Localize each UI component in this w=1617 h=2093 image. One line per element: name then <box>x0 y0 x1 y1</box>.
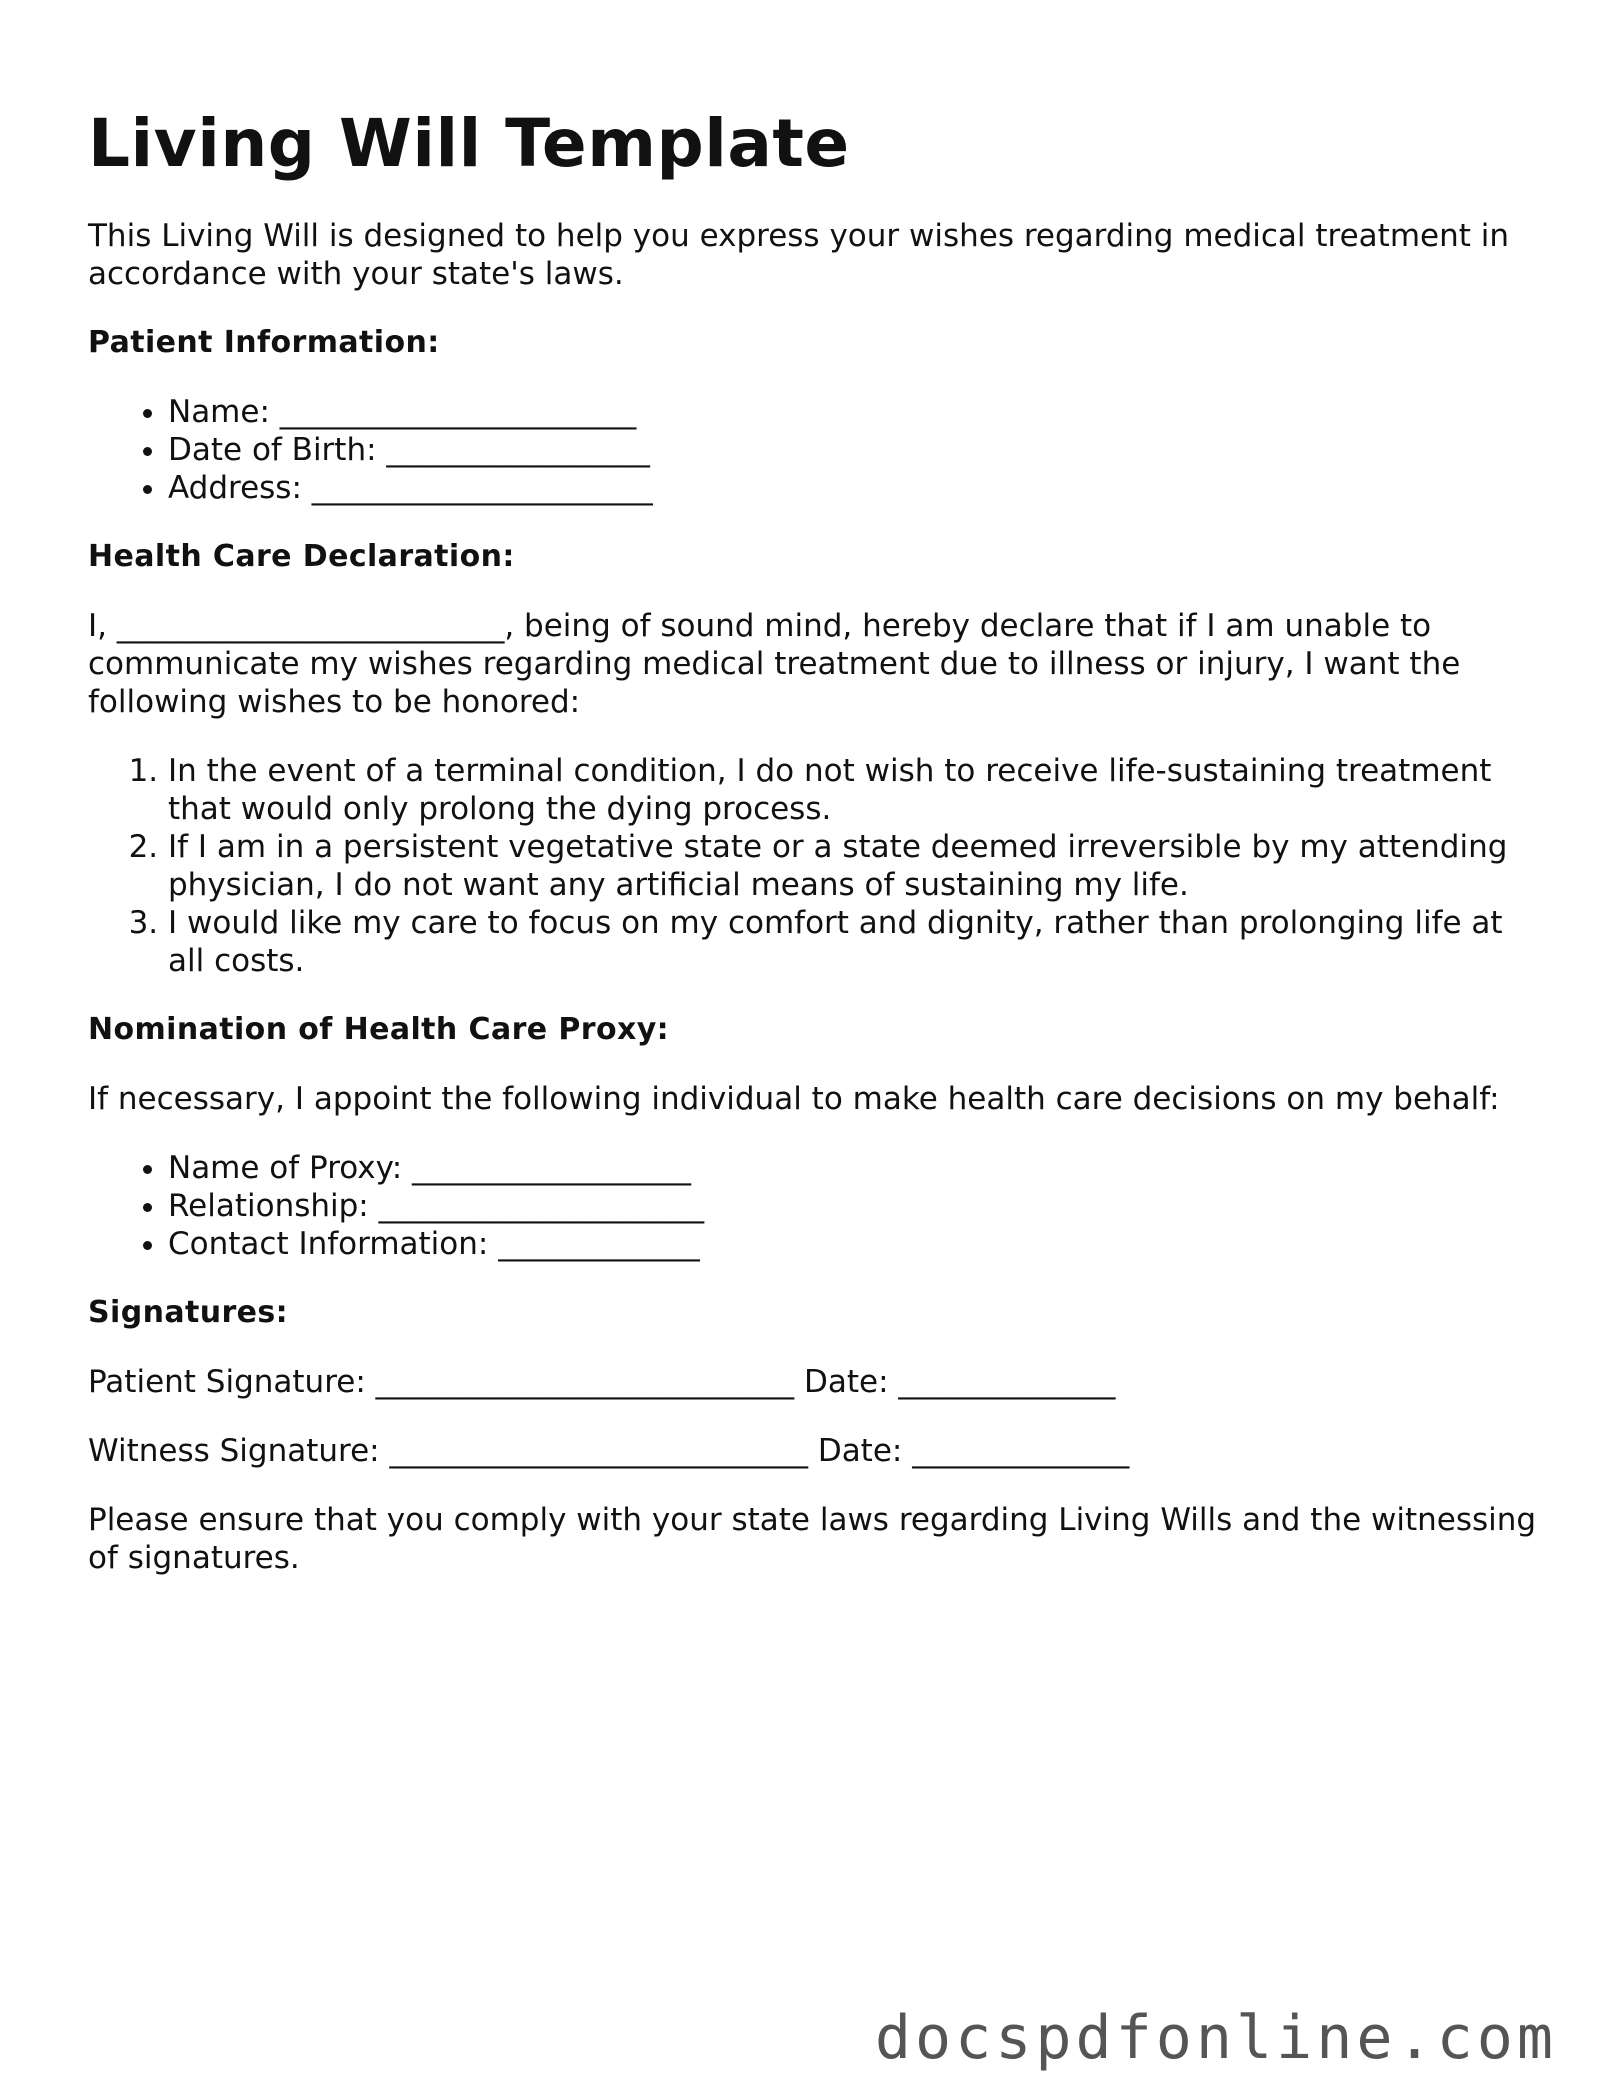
patient-dob-item: • Date of Birth: _________________ <box>168 431 1548 469</box>
declaration-paragraph: I, _________________________, being of sound mind, hereby declare that if I am unable to communicate my wishes regarding medical treatment due to illness or injury, I want the following wishes to be honored: <box>88 607 1461 720</box>
patient-name-item: • Name: _______________________ <box>168 393 1548 431</box>
proxy-heading: Nomination of Health Care Proxy: <box>88 1011 670 1047</box>
patient-signature-line: Patient Signature: ___________________________ Date: ______________ <box>88 1363 1116 1400</box>
signatures-heading: Signatures: <box>88 1294 289 1330</box>
intro-paragraph: This Living Will is designed to help you express your wishes regarding medical treatment in accordance with your state's laws. <box>88 217 1510 292</box>
document-title: Living Will Template <box>88 105 850 182</box>
declaration-heading: Health Care Declaration: <box>88 538 515 574</box>
proxy-contact-item: • Contact Information: _____________ <box>168 1225 1548 1263</box>
wish-item: 1. In the event of a terminal condition, I do not wish to receive life-sustaining treatment that would only prolong the dying process. <box>168 752 1548 828</box>
closing-paragraph: Please ensure that you comply with your state laws regarding Living Wills and the witnessing of signatures. <box>88 1501 1537 1576</box>
witness-signature-line: Witness Signature: ___________________________ Date: ______________ <box>88 1432 1130 1469</box>
wish-item: 3. I would like my care to focus on my comfort and dignity, rather than prolonging life at all costs. <box>168 904 1548 980</box>
wish-item: 2. If I am in a persistent vegetative state or a state deemed irreversible by my attending physician, I do not want any artificial means of sustaining my life. <box>168 828 1548 904</box>
patient-info-list <box>88 393 1548 507</box>
patient-info-heading: Patient Information: <box>88 324 440 360</box>
proxy-paragraph: If necessary, I appoint the following individual to make health care decisions on my behalf: <box>88 1080 1500 1117</box>
proxy-name-item: • Name of Proxy: __________________ <box>168 1149 1548 1187</box>
document-page <box>88 105 1548 1608</box>
watermark: docspdfonline.com <box>874 2003 1557 2073</box>
patient-address-item: • Address: ______________________ <box>168 469 1548 507</box>
wishes-list <box>88 752 1548 980</box>
proxy-list <box>88 1149 1548 1263</box>
proxy-relationship-item: • Relationship: _____________________ <box>168 1187 1548 1225</box>
